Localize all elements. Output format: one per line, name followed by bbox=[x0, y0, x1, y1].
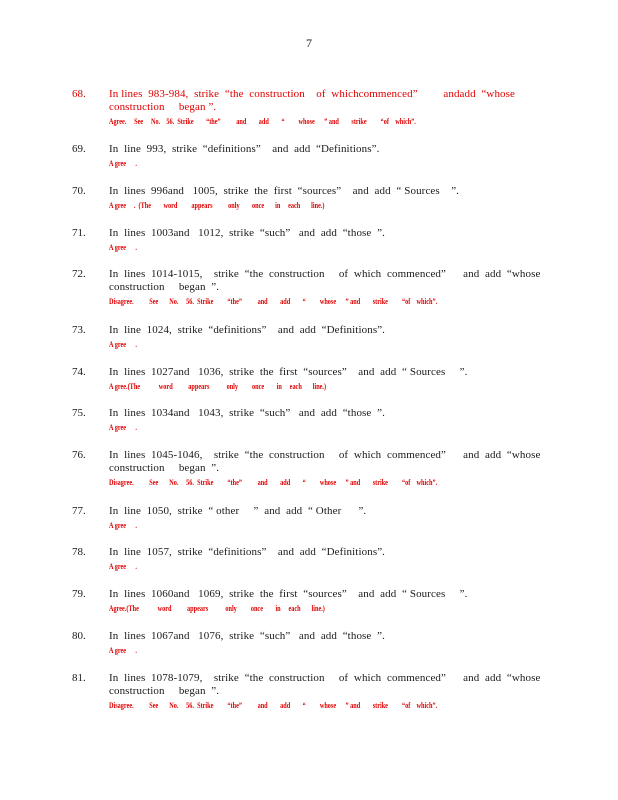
item-response: Disagree. See No. 56. Strike “the” and add “ whose ” and strike “of which”. bbox=[109, 297, 438, 306]
item-response: A gree . bbox=[109, 159, 137, 168]
item-number: 80. bbox=[72, 630, 86, 642]
item-text-line: construction began ”. bbox=[109, 101, 217, 113]
item-text-line: In lines 1014-1015, strike “the construction of which commenced” and add “whose bbox=[109, 268, 555, 280]
item-response: Disagree. See No. 56. Strike “the” and add “ whose ” and strike “of which”. bbox=[109, 478, 438, 487]
item-number: 71. bbox=[72, 227, 86, 239]
item-number: 81. bbox=[72, 672, 86, 684]
item-text-line: construction began ”. bbox=[109, 281, 220, 293]
item-number: 70. bbox=[72, 185, 86, 197]
item-response: A gree . bbox=[109, 340, 137, 349]
item-text-line: In lines 1067and 1076, strike “such” and add “those ”. bbox=[109, 630, 385, 642]
item-text-line: In lines 1060and 1069, strike the first “sources” and add “ Sources ”. bbox=[109, 588, 468, 600]
item-number: 78. bbox=[72, 546, 86, 558]
item-number: 68. bbox=[72, 88, 86, 100]
item-text-line: construction began ”. bbox=[109, 685, 220, 697]
item-number: 72. bbox=[72, 268, 86, 280]
item-text-line: In lines 1078-1079, strike “the construction of which commenced” and add “whose bbox=[109, 672, 555, 684]
item-text-line: In lines 996and 1005, strike the first “sources” and add “ Sources ”. bbox=[109, 185, 460, 197]
item-text-line: In lines 1045-1046, strike “the construction of which commenced” and add “whose bbox=[109, 449, 541, 461]
item-number: 76. bbox=[72, 449, 86, 461]
item-number: 75. bbox=[72, 407, 86, 419]
item-text-line: In line 1050, strike “ other ” and add “ Other ”. bbox=[109, 505, 367, 517]
item-response: A gree . (The word appears only once in each line.) bbox=[109, 201, 325, 210]
item-text-line: In line 1024, strike “definitions” and add “Definitions”. bbox=[109, 324, 386, 336]
item-response: Disagree. See No. 56. Strike “the” and add “ whose ” and strike “of which”. bbox=[109, 701, 438, 710]
item-number: 74. bbox=[72, 366, 86, 378]
item-text-line: In lines 1003and 1012, strike “such” and add “those ”. bbox=[109, 227, 385, 239]
item-number: 79. bbox=[72, 588, 86, 600]
item-response: A gree . bbox=[109, 521, 137, 530]
page-number: 7 bbox=[306, 36, 312, 50]
item-text-line: In lines 983-984, strike “the construction of whichcommenced” andadd “whose bbox=[109, 88, 530, 100]
item-response: Agree. See No. 56. Strike “the” and add “ whose ” and strike “of which”. bbox=[109, 117, 416, 126]
item-number: 69. bbox=[72, 143, 86, 155]
item-response: A gree . bbox=[109, 562, 137, 571]
item-response: A gree . bbox=[109, 646, 137, 655]
item-response: A gree . bbox=[109, 243, 137, 252]
item-text-line: construction began ”. bbox=[109, 462, 220, 474]
item-response: A gree . bbox=[109, 423, 137, 432]
item-number: 73. bbox=[72, 324, 86, 336]
item-text-line: In line 1057, strike “definitions” and add “Definitions”. bbox=[109, 546, 386, 558]
item-response: A gree.(The word appears only once in each line.) bbox=[109, 382, 327, 391]
item-response: Agree.(The word appears only once in each line.) bbox=[109, 604, 325, 613]
item-text-line: In lines 1034and 1043, strike “such” and add “those ”. bbox=[109, 407, 385, 419]
item-text-line: In line 993, strike “definitions” and add “Definitions”. bbox=[109, 143, 380, 155]
item-number: 77. bbox=[72, 505, 86, 517]
item-text-line: In lines 1027and 1036, strike the first “sources” and add “ Sources ”. bbox=[109, 366, 468, 378]
